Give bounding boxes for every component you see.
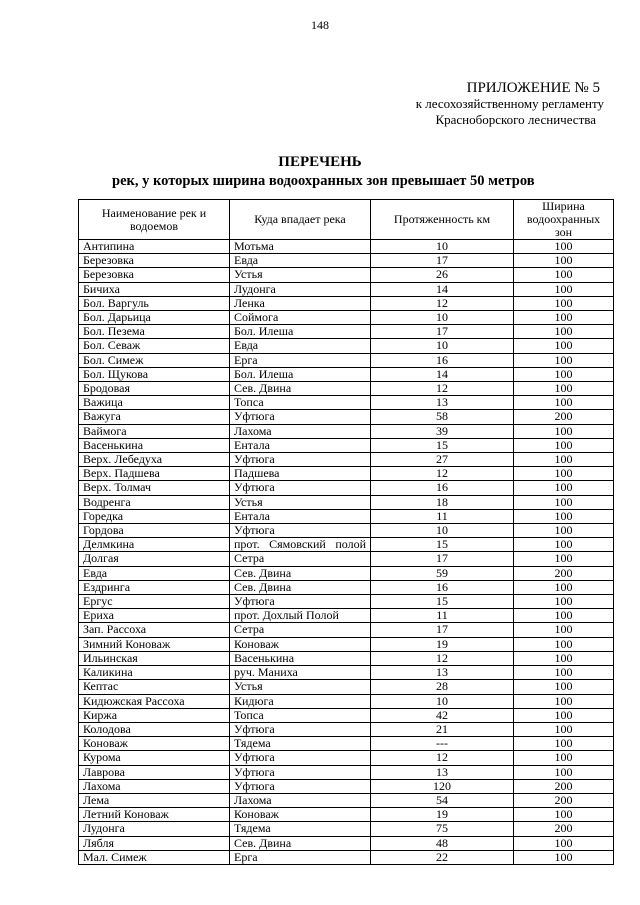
cell-width: 100 bbox=[514, 311, 614, 325]
cell-length: 21 bbox=[371, 722, 514, 736]
cell-width: 100 bbox=[514, 268, 614, 282]
cell-flows-into: Соймога bbox=[230, 311, 371, 325]
cell-flows-into: прот. Дохлый Полой bbox=[230, 609, 371, 623]
cell-flows-into: Коноваж bbox=[230, 637, 371, 651]
cell-length: 14 bbox=[371, 367, 514, 381]
cell-name: Бол. Варгуль bbox=[79, 296, 230, 310]
table-row bbox=[79, 779, 614, 793]
cell-length: 10 bbox=[371, 311, 514, 325]
cell-flows-into: Сев. Двина bbox=[230, 566, 371, 580]
cell-name: Евда bbox=[79, 566, 230, 580]
cell-flows-into: Ентала bbox=[230, 438, 371, 452]
cell-name: Березовка bbox=[79, 268, 230, 282]
cell-width: 200 bbox=[514, 566, 614, 580]
cell-name: Ездринга bbox=[79, 580, 230, 594]
cell-length: 17 bbox=[371, 325, 514, 339]
table-row bbox=[79, 651, 614, 665]
cell-width: 100 bbox=[514, 666, 614, 680]
cell-length: 75 bbox=[371, 822, 514, 836]
cell-width: 200 bbox=[514, 822, 614, 836]
table-row bbox=[79, 580, 614, 594]
cell-name: Бродовая bbox=[79, 382, 230, 396]
table-row bbox=[79, 481, 614, 495]
cell-name: Березовка bbox=[79, 254, 230, 268]
cell-width: 100 bbox=[514, 382, 614, 396]
cell-name: Коноваж bbox=[79, 737, 230, 751]
table-row bbox=[79, 240, 614, 254]
cell-flows-into: Уфтюга bbox=[230, 453, 371, 467]
cell-name: Мал. Симеж bbox=[79, 850, 230, 864]
table-row bbox=[79, 765, 614, 779]
table-row bbox=[79, 410, 614, 424]
cell-flows-into: Устья bbox=[230, 268, 371, 282]
table-row bbox=[79, 751, 614, 765]
cell-length: 58 bbox=[371, 410, 514, 424]
cell-name: Ергус bbox=[79, 595, 230, 609]
table-header-row bbox=[79, 200, 614, 240]
header-length: Протяженность км bbox=[371, 200, 514, 240]
cell-width: 100 bbox=[514, 438, 614, 452]
cell-name: Горедка bbox=[79, 509, 230, 523]
cell-width: 100 bbox=[514, 296, 614, 310]
table-row bbox=[79, 609, 614, 623]
cell-name: Кептас bbox=[79, 680, 230, 694]
cell-name: Гордова bbox=[79, 524, 230, 538]
table-row bbox=[79, 708, 614, 722]
appendix-line-forestry: Красноборского лесничества bbox=[435, 112, 596, 127]
cell-width: 200 bbox=[514, 793, 614, 807]
cell-length: 10 bbox=[371, 524, 514, 538]
cell-length: 16 bbox=[371, 481, 514, 495]
cell-name: Зимний Коноваж bbox=[79, 637, 230, 651]
table-row bbox=[79, 793, 614, 807]
table-row bbox=[79, 282, 614, 296]
cell-name: Зап. Рассоха bbox=[79, 623, 230, 637]
table-row bbox=[79, 438, 614, 452]
cell-name: Колодова bbox=[79, 722, 230, 736]
cell-flows-into: Сетра bbox=[230, 623, 371, 637]
table-row bbox=[79, 353, 614, 367]
cell-flows-into: Евда bbox=[230, 339, 371, 353]
appendix-header bbox=[416, 80, 604, 128]
cell-name: Лахома bbox=[79, 779, 230, 793]
cell-length: 15 bbox=[371, 595, 514, 609]
cell-flows-into: Лахома bbox=[230, 793, 371, 807]
cell-flows-into: Падшева bbox=[230, 467, 371, 481]
table-row bbox=[79, 538, 614, 552]
appendix-line-regulation: к лесохозяйственному регламенту bbox=[415, 96, 604, 111]
table-row bbox=[79, 296, 614, 310]
cell-flows-into: Мотьма bbox=[230, 240, 371, 254]
cell-length: 28 bbox=[371, 680, 514, 694]
cell-flows-into: Васенькина bbox=[230, 651, 371, 665]
cell-flows-into: Кидюга bbox=[230, 694, 371, 708]
cell-name: Бичиха bbox=[79, 282, 230, 296]
table-row bbox=[79, 495, 614, 509]
cell-flows-into: руч. Маниха bbox=[230, 666, 371, 680]
cell-width: 100 bbox=[514, 495, 614, 509]
cell-name: Лема bbox=[79, 793, 230, 807]
cell-name: Долгая bbox=[79, 552, 230, 566]
cell-name: Бол. Симеж bbox=[79, 353, 230, 367]
cell-name: Кидюжская Рассоха bbox=[79, 694, 230, 708]
table-row bbox=[79, 680, 614, 694]
cell-name: Делмкина bbox=[79, 538, 230, 552]
table-row bbox=[79, 836, 614, 850]
cell-length: 18 bbox=[371, 495, 514, 509]
cell-flows-into: Топса bbox=[230, 708, 371, 722]
cell-flows-into: Уфтюга bbox=[230, 481, 371, 495]
cell-length: 12 bbox=[371, 751, 514, 765]
cell-flows-into: Бол. Илеша bbox=[230, 367, 371, 381]
cell-flows-into: Устья bbox=[230, 495, 371, 509]
cell-name: Бол. Дарьица bbox=[79, 311, 230, 325]
table-row bbox=[79, 595, 614, 609]
rivers-table-body bbox=[79, 240, 614, 865]
cell-length: 22 bbox=[371, 850, 514, 864]
cell-flows-into: Тядема bbox=[230, 737, 371, 751]
cell-width: 100 bbox=[514, 325, 614, 339]
cell-name: Каликина bbox=[79, 666, 230, 680]
cell-width: 100 bbox=[514, 836, 614, 850]
cell-flows-into: Ентала bbox=[230, 509, 371, 523]
table-row bbox=[79, 509, 614, 523]
cell-flows-into: прот. Сямовский полой bbox=[230, 538, 371, 552]
table-row bbox=[79, 325, 614, 339]
table-row bbox=[79, 552, 614, 566]
cell-flows-into: Ленка bbox=[230, 296, 371, 310]
cell-name: Антипина bbox=[79, 240, 230, 254]
cell-flows-into: Уфтюга bbox=[230, 765, 371, 779]
cell-width: 100 bbox=[514, 637, 614, 651]
cell-width: 100 bbox=[514, 595, 614, 609]
cell-width: 100 bbox=[514, 353, 614, 367]
cell-width: 100 bbox=[514, 254, 614, 268]
cell-length: 10 bbox=[371, 694, 514, 708]
cell-flows-into: Бол. Илеша bbox=[230, 325, 371, 339]
table-row bbox=[79, 666, 614, 680]
cell-width: 100 bbox=[514, 808, 614, 822]
cell-flows-into: Сетра bbox=[230, 552, 371, 566]
cell-width: 100 bbox=[514, 651, 614, 665]
cell-width: 100 bbox=[514, 765, 614, 779]
cell-name: Верх. Падшева bbox=[79, 467, 230, 481]
table-row bbox=[79, 339, 614, 353]
table-row bbox=[79, 453, 614, 467]
table-row bbox=[79, 566, 614, 580]
cell-flows-into: Уфтюга bbox=[230, 751, 371, 765]
cell-flows-into: Уфтюга bbox=[230, 722, 371, 736]
cell-length: 12 bbox=[371, 467, 514, 481]
table-row bbox=[79, 850, 614, 864]
cell-name: Киржа bbox=[79, 708, 230, 722]
cell-length: 26 bbox=[371, 268, 514, 282]
header-name: Наименование рек и водоемов bbox=[79, 200, 230, 240]
cell-flows-into: Лудонга bbox=[230, 282, 371, 296]
cell-name: Курома bbox=[79, 751, 230, 765]
cell-flows-into: Тядема bbox=[230, 822, 371, 836]
cell-name: Водренга bbox=[79, 495, 230, 509]
table-row bbox=[79, 311, 614, 325]
cell-length: 15 bbox=[371, 438, 514, 452]
cell-length: 120 bbox=[371, 779, 514, 793]
table-row bbox=[79, 737, 614, 751]
cell-name: Бол. Пезема bbox=[79, 325, 230, 339]
cell-flows-into: Уфтюга bbox=[230, 524, 371, 538]
cell-name: Летний Коноваж bbox=[79, 808, 230, 822]
cell-length: 19 bbox=[371, 808, 514, 822]
document-title: ПЕРЕЧЕНЬ bbox=[278, 154, 362, 170]
table-row bbox=[79, 637, 614, 651]
cell-flows-into: Евда bbox=[230, 254, 371, 268]
cell-width: 100 bbox=[514, 850, 614, 864]
cell-width: 100 bbox=[514, 722, 614, 736]
cell-length: --- bbox=[371, 737, 514, 751]
cell-name: Ваймога bbox=[79, 424, 230, 438]
cell-width: 100 bbox=[514, 552, 614, 566]
cell-width: 100 bbox=[514, 396, 614, 410]
cell-width: 100 bbox=[514, 467, 614, 481]
table-row bbox=[79, 424, 614, 438]
table-row bbox=[79, 268, 614, 282]
cell-length: 16 bbox=[371, 580, 514, 594]
cell-length: 13 bbox=[371, 666, 514, 680]
cell-flows-into: Уфтюга bbox=[230, 410, 371, 424]
cell-width: 100 bbox=[514, 538, 614, 552]
cell-flows-into: Топса bbox=[230, 396, 371, 410]
document-subtitle: рек, у которых ширина водоохранных зон превышает 50 метров bbox=[112, 173, 535, 189]
cell-flows-into: Лахома bbox=[230, 424, 371, 438]
cell-name: Лудонга bbox=[79, 822, 230, 836]
cell-length: 54 bbox=[371, 793, 514, 807]
cell-width: 100 bbox=[514, 751, 614, 765]
table-row bbox=[79, 367, 614, 381]
cell-width: 100 bbox=[514, 524, 614, 538]
table-row bbox=[79, 822, 614, 836]
table-row bbox=[79, 382, 614, 396]
cell-length: 13 bbox=[371, 396, 514, 410]
cell-length: 15 bbox=[371, 538, 514, 552]
cell-length: 11 bbox=[371, 509, 514, 523]
table-row bbox=[79, 254, 614, 268]
table-row bbox=[79, 722, 614, 736]
cell-length: 12 bbox=[371, 651, 514, 665]
cell-length: 48 bbox=[371, 836, 514, 850]
cell-length: 11 bbox=[371, 609, 514, 623]
cell-length: 12 bbox=[371, 382, 514, 396]
cell-flows-into: Коноваж bbox=[230, 808, 371, 822]
cell-width: 100 bbox=[514, 580, 614, 594]
cell-width: 100 bbox=[514, 737, 614, 751]
cell-length: 17 bbox=[371, 552, 514, 566]
table-row bbox=[79, 467, 614, 481]
cell-width: 100 bbox=[514, 708, 614, 722]
cell-length: 10 bbox=[371, 339, 514, 353]
cell-width: 200 bbox=[514, 779, 614, 793]
cell-length: 19 bbox=[371, 637, 514, 651]
cell-name: Верх. Толмач bbox=[79, 481, 230, 495]
cell-flows-into: Устья bbox=[230, 680, 371, 694]
rivers-table bbox=[78, 199, 614, 865]
cell-name: Важица bbox=[79, 396, 230, 410]
table-row bbox=[79, 623, 614, 637]
cell-name: Бол. Щукова bbox=[79, 367, 230, 381]
cell-name: Лябля bbox=[79, 836, 230, 850]
cell-width: 100 bbox=[514, 509, 614, 523]
page-number: 148 bbox=[311, 18, 329, 32]
cell-width: 100 bbox=[514, 623, 614, 637]
cell-width: 100 bbox=[514, 609, 614, 623]
cell-name: Ериха bbox=[79, 609, 230, 623]
cell-name: Ильинская bbox=[79, 651, 230, 665]
table-row bbox=[79, 524, 614, 538]
cell-length: 42 bbox=[371, 708, 514, 722]
cell-length: 27 bbox=[371, 453, 514, 467]
cell-width: 100 bbox=[514, 282, 614, 296]
cell-width: 100 bbox=[514, 339, 614, 353]
header-width: Ширина водоохранных зон bbox=[514, 200, 614, 240]
cell-length: 17 bbox=[371, 623, 514, 637]
header-flows-into: Куда впадает река bbox=[230, 200, 371, 240]
cell-width: 100 bbox=[514, 453, 614, 467]
cell-flows-into: Уфтюга bbox=[230, 595, 371, 609]
appendix-title: ПРИЛОЖЕНИЕ № 5 bbox=[466, 80, 600, 96]
cell-name: Важуга bbox=[79, 410, 230, 424]
cell-name: Васенькина bbox=[79, 438, 230, 452]
cell-width: 100 bbox=[514, 240, 614, 254]
cell-length: 17 bbox=[371, 254, 514, 268]
cell-length: 13 bbox=[371, 765, 514, 779]
cell-flows-into: Сев. Двина bbox=[230, 836, 371, 850]
cell-width: 100 bbox=[514, 694, 614, 708]
cell-width: 200 bbox=[514, 410, 614, 424]
cell-name: Лаврова bbox=[79, 765, 230, 779]
cell-length: 16 bbox=[371, 353, 514, 367]
table-row bbox=[79, 808, 614, 822]
cell-width: 100 bbox=[514, 367, 614, 381]
cell-width: 100 bbox=[514, 424, 614, 438]
cell-flows-into: Ерга bbox=[230, 850, 371, 864]
cell-length: 10 bbox=[371, 240, 514, 254]
cell-width: 100 bbox=[514, 680, 614, 694]
table-row bbox=[79, 694, 614, 708]
table-row bbox=[79, 396, 614, 410]
cell-width: 100 bbox=[514, 481, 614, 495]
cell-flows-into: Сев. Двина bbox=[230, 580, 371, 594]
cell-length: 39 bbox=[371, 424, 514, 438]
cell-name: Бол. Севаж bbox=[79, 339, 230, 353]
cell-flows-into: Сев. Двина bbox=[230, 382, 371, 396]
cell-length: 59 bbox=[371, 566, 514, 580]
cell-length: 12 bbox=[371, 296, 514, 310]
cell-flows-into: Ерга bbox=[230, 353, 371, 367]
cell-flows-into: Уфтюга bbox=[230, 779, 371, 793]
cell-name: Верх. Лебедуха bbox=[79, 453, 230, 467]
cell-length: 14 bbox=[371, 282, 514, 296]
